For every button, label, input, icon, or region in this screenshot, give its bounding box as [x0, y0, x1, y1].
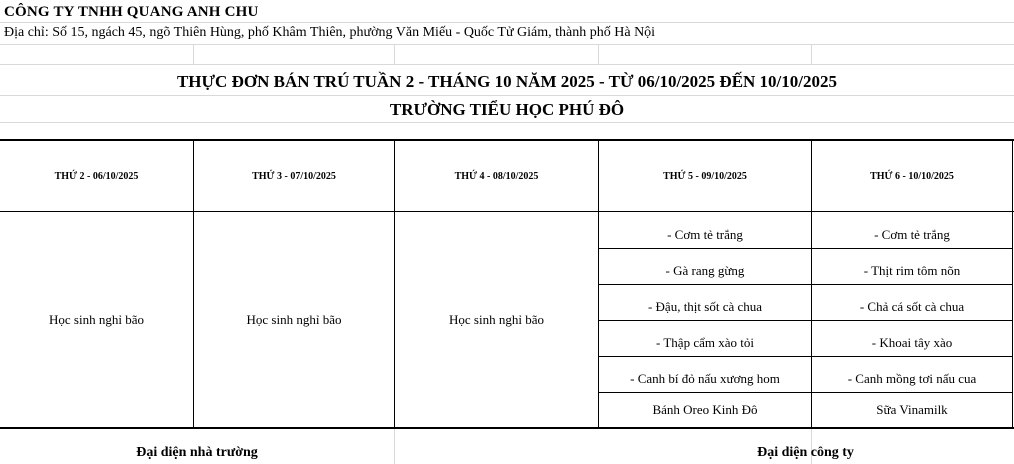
day-header-tue: THỨ 3 - 07/10/2025 [252, 170, 336, 182]
day-note-mon: Học sinh nghỉ bão [49, 311, 144, 327]
row-divider [598, 320, 1013, 321]
table-border-bottom [0, 427, 1014, 429]
gridline [193, 44, 194, 65]
company-name: CÔNG TY TNHH QUANG ANH CHU [4, 4, 259, 20]
dish-item: - Thập cẩm xào tỏi [656, 334, 754, 350]
day-header-thu: THỨ 5 - 09/10/2025 [663, 170, 747, 182]
row-divider [598, 284, 1013, 285]
row-divider [598, 248, 1013, 249]
day-note-tue: Học sinh nghỉ bão [246, 311, 342, 327]
menu-title: THỰC ĐƠN BÁN TRÚ TUẦN 2 - THÁNG 10 NĂM 2025 - TỪ 06/10/2025 ĐẾN 10/10/2025 [176, 72, 838, 91]
gridline [0, 44, 1014, 45]
school-signature-label: Đại diện nhà trường [136, 444, 258, 460]
gridline [598, 44, 599, 65]
school-name: TRƯỜNG TIỂU HỌC PHÚ ĐÔ [389, 100, 625, 119]
dish-item: - Chả cá sốt cà chua [859, 298, 965, 314]
day-header-fri: THỨ 6 - 10/10/2025 [870, 170, 954, 182]
dish-item: - Gà rang gừng [665, 262, 745, 278]
dish-item: - Thịt rim tôm nõn [863, 262, 961, 278]
gridline [811, 44, 812, 65]
dish-item: Bánh Oreo Kinh Đô [652, 402, 758, 417]
dish-item: - Khoai tây xào [871, 334, 953, 350]
gridline [0, 64, 1014, 65]
gridline [0, 22, 1014, 23]
company-address: Địa chỉ: Số 15, ngách 45, ngõ Thiên Hùng, phố Khâm Thiên, phường Văn Miếu - Quốc Tử Giám, thành phố Hà Nội [4, 25, 656, 40]
day-header-mon: THỨ 2 - 06/10/2025 [54, 170, 139, 182]
gridline [0, 95, 1014, 96]
row-divider [598, 356, 1013, 357]
gridline [394, 428, 395, 464]
gridline [0, 122, 1014, 123]
row-divider [598, 392, 1013, 393]
company-signature-label: Đại diện công ty [757, 444, 854, 460]
gridline [394, 44, 395, 65]
dish-item: Sữa Vinamilk [876, 402, 948, 417]
day-header-wed: THỨ 4 - 08/10/2025 [454, 170, 539, 182]
dish-item: - Canh bí đỏ nấu xương hom [630, 370, 780, 386]
dish-item: - Cơm tẻ trắng [667, 226, 743, 242]
dish-item: - Canh mồng tơi nấu cua [847, 370, 977, 386]
dish-item: - Đậu, thịt sốt cà chua [647, 298, 763, 314]
dish-item: - Cơm tẻ trắng [874, 226, 950, 242]
day-note-wed: Học sinh nghỉ bão [449, 311, 544, 327]
